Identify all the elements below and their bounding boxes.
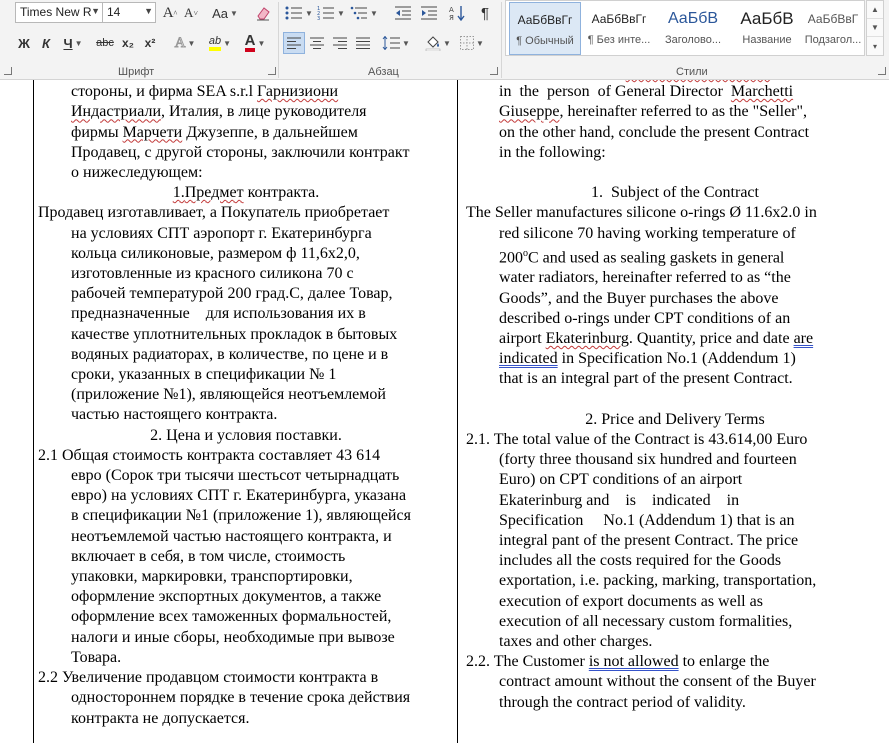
- chevron-down-icon: ▼: [257, 38, 266, 48]
- ru-text: стороны, и фирма SEA s.r.l: [71, 83, 258, 101]
- svg-text:A: A: [449, 6, 454, 14]
- ru-line: евро) на условиях СПТ г. Екатеринбурга, указана: [71, 487, 407, 505]
- superscript-button[interactable]: [141, 32, 159, 54]
- shading-button[interactable]: [422, 32, 454, 54]
- ru-paragraph-parties: [38, 80, 454, 183]
- en-text: Ekaterinburg: [499, 491, 583, 509]
- italic-label: К: [42, 35, 50, 51]
- style-no-spacing[interactable]: [583, 2, 655, 55]
- style-name: ¶ Обычный: [516, 35, 574, 47]
- en-line: includes all the costs required for the Goods: [499, 552, 782, 570]
- divider: [278, 2, 279, 78]
- en-text: 2.2. The Customer: [466, 653, 589, 671]
- clear-formatting-button[interactable]: [252, 2, 274, 24]
- ru-line: неотъемлемой частью настоящего контракта, и: [71, 527, 392, 545]
- decrease-indent-icon: [395, 6, 411, 20]
- ru-line: 2.1 Общая стоимость контракта составляет 43 614: [38, 446, 381, 464]
- en-paragraph-parties: [466, 80, 884, 163]
- chevron-down-icon: ▼: [337, 8, 345, 18]
- en-line: Specification No.1 (Addendum 1) that is an: [499, 511, 795, 529]
- en-grammar-flag: are: [793, 329, 814, 347]
- font-dialog-launcher-icon[interactable]: [268, 67, 276, 75]
- highlight-button[interactable]: [204, 32, 236, 54]
- group-font-label: Шрифт: [118, 66, 155, 78]
- ru-line: упаковки, маркировки, транспортировки,: [71, 568, 353, 586]
- align-center-button[interactable]: [306, 32, 328, 54]
- en-paragraph-increase: [466, 652, 884, 713]
- ru-paragraph-increase: [38, 668, 454, 729]
- subscript-label: x₂: [121, 36, 134, 50]
- en-line: described o-rings under CPT conditions of an: [499, 309, 791, 327]
- line-spacing-icon: [382, 36, 400, 50]
- font-name-combobox[interactable]: [15, 2, 103, 23]
- align-right-button[interactable]: [329, 32, 351, 54]
- caret-down-icon: ˅: [193, 8, 198, 18]
- ru-line: включает в себя, в том числе, стоимость: [71, 547, 346, 565]
- ru-heading-text: контракта.: [243, 184, 320, 202]
- svg-text:3: 3: [317, 16, 321, 20]
- increase-indent-icon: [421, 6, 437, 20]
- align-left-button[interactable]: [283, 32, 305, 54]
- subscript-button[interactable]: [119, 32, 137, 54]
- ru-line: Товара.: [71, 648, 122, 666]
- en-line: 2.1. The total value of the Contract is 43.614,00 Euro: [466, 430, 808, 448]
- degree-superscript: o: [523, 247, 528, 259]
- text-effects-button[interactable]: [170, 32, 200, 54]
- styles-gallery: [505, 0, 865, 56]
- styles-gallery-scroller: [866, 0, 884, 56]
- english-column[interactable]: [466, 80, 884, 713]
- en-grammar-flag: is not allowed: [588, 653, 679, 671]
- ru-paragraph-price: [38, 446, 454, 668]
- style-title[interactable]: [731, 2, 803, 55]
- en-text: airport: [499, 329, 546, 347]
- style-sample: АаБбВвГ: [807, 12, 859, 26]
- style-name: Подзагол...: [804, 34, 862, 46]
- ru-line: одностороннем порядке в течение срока действия: [71, 689, 411, 707]
- ru-line: 2.2 Увеличение продавцом стоимости контракта в: [38, 669, 379, 687]
- increase-indent-button[interactable]: [418, 2, 440, 24]
- en-text: in the person of General Director: [499, 83, 731, 101]
- en-line: execution of all necessary custom formalities,: [499, 612, 793, 630]
- ru-line: контракта не допускается.: [71, 709, 250, 727]
- bold-button[interactable]: [15, 32, 33, 54]
- change-case-label: Aa: [212, 5, 228, 21]
- en-misspelled-word: Ekaterinburg: [545, 329, 629, 347]
- pilcrow-icon: ¶: [480, 4, 490, 22]
- underline-label: Ч: [63, 35, 73, 51]
- ru-line: кольца силиконовые, размером ф 11,6х2,0,: [71, 244, 360, 262]
- italic-button[interactable]: [37, 32, 55, 54]
- ru-misspelled-word: Марчети: [122, 123, 183, 141]
- text-effects-label: A: [174, 34, 186, 51]
- style-sample: АаБбВвГг: [517, 13, 573, 27]
- en-line: water radiators, hereinafter referred to as “the: [499, 269, 791, 287]
- style-sample: АаБбВвГг: [591, 12, 647, 26]
- change-case-button[interactable]: [209, 2, 241, 24]
- ribbon: [0, 0, 889, 80]
- style-subtitle[interactable]: [797, 2, 869, 55]
- russian-column[interactable]: [38, 80, 454, 729]
- chevron-down-icon: ▼: [74, 38, 83, 48]
- svg-text:Я: Я: [449, 14, 454, 21]
- en-line: Euro) on CPT conditions of an airport: [499, 471, 743, 489]
- sort-icon: [449, 5, 465, 21]
- ru-line: частью настоящего контракта.: [71, 406, 278, 424]
- align-right-icon: [333, 37, 347, 49]
- style-heading[interactable]: [657, 2, 729, 55]
- ru-misspelled-word: Гарнизиони: [257, 83, 339, 101]
- en-misspelled-word: Giuseppe: [499, 103, 560, 121]
- style-normal[interactable]: [509, 2, 581, 55]
- table-border-left: [33, 80, 34, 743]
- ru-line: о нижеследующем:: [71, 164, 203, 182]
- ru-line: качестве уплотнительных прокладок в бытовых: [71, 325, 398, 343]
- style-name: ¶ Без инте...: [587, 34, 651, 46]
- grow-font-button[interactable]: [160, 2, 180, 24]
- ru-line: Продавец изготавливает, а Покупатель приобретает: [38, 204, 390, 222]
- en-line: execution of export documents as well as: [499, 592, 763, 610]
- group-styles-label: Стили: [676, 66, 708, 78]
- shrink-font-button[interactable]: [181, 2, 201, 24]
- ru-line: евро (Сорок три тысячи шестьсот четырнадцать: [71, 467, 400, 485]
- justify-button[interactable]: [352, 32, 374, 54]
- superscript-label: x²: [144, 36, 156, 50]
- ru-line: оформление всех таможенных формальностей,: [71, 608, 392, 626]
- en-heading-price: 2. Price and Delivery Terms: [585, 410, 765, 428]
- ru-line: налоги и иные сборы, необходимые при вывозе: [71, 628, 395, 646]
- ru-heading-price: 2. Цена и условия поставки.: [150, 426, 342, 444]
- chevron-down-icon: ▼: [370, 8, 378, 18]
- highlighter-icon: ab: [209, 35, 221, 51]
- bold-label: Ж: [18, 35, 30, 51]
- chevron-down-icon: ▼: [223, 38, 232, 48]
- en-text: , hereinafter referred to as the "Seller",: [559, 103, 808, 121]
- borders-button[interactable]: [456, 32, 488, 54]
- shrink-font-label: A: [184, 5, 194, 20]
- more-styles-icon[interactable]: ▾: [872, 41, 877, 51]
- borders-icon: [460, 36, 474, 50]
- numbering-icon: [317, 6, 335, 20]
- strikethrough-button[interactable]: [93, 32, 117, 54]
- styles-dialog-launcher-icon[interactable]: [878, 67, 886, 75]
- empty-line: [466, 163, 884, 183]
- scroll-down-icon[interactable]: ▼: [867, 19, 883, 37]
- eraser-icon: [255, 5, 271, 21]
- font-name-value: Times New R: [20, 5, 92, 19]
- en-line: red silicone 70 having working temperature of: [499, 224, 796, 242]
- style-name: Заголово...: [664, 34, 722, 46]
- caret-up-icon: ^: [173, 8, 178, 18]
- sort-button[interactable]: [446, 2, 468, 24]
- table-border-middle: [457, 80, 458, 743]
- ru-line: водяных радиаторах, в количестве, по цене и в: [71, 345, 389, 363]
- en-line: that is an integral part of the present Contract.: [499, 370, 793, 388]
- ru-text: фирмы: [71, 123, 123, 141]
- chevron-down-icon: ▼: [305, 8, 313, 18]
- align-center-icon: [310, 37, 324, 49]
- numbering-button[interactable]: [316, 2, 346, 24]
- en-line: exportation, i.e. packing, marking, transportation,: [499, 572, 817, 590]
- ru-text: , Италия, в лице руководителя: [161, 103, 367, 121]
- ru-line: оформление экспортных документов, а также: [71, 588, 382, 606]
- line-spacing-button[interactable]: [380, 32, 412, 54]
- ru-line: сроки, указанных в спецификации № 1: [71, 366, 337, 384]
- ru-heading-subject: [38, 183, 454, 203]
- en-text: to enlarge the: [678, 653, 770, 671]
- en-text: C and used as sealing gaskets in general: [528, 249, 785, 267]
- underline-button[interactable]: [59, 32, 87, 54]
- en-line: (forty three thousand six hundred and fourteen: [499, 451, 797, 469]
- empty-line: [466, 390, 884, 410]
- ru-line: предназначенные для использования их в: [71, 305, 366, 323]
- font-size-value: 14: [107, 5, 121, 19]
- svg-text:1: 1: [317, 6, 321, 12]
- en-paragraph-subject: [466, 203, 884, 389]
- en-text: in Specification No.1 (Addendum 1): [557, 350, 796, 368]
- ru-misspelled-word: Индастриали: [71, 103, 161, 121]
- ru-heading-number: 1.: [172, 184, 185, 202]
- paint-bucket-icon: [425, 35, 441, 51]
- svg-text:2: 2: [317, 11, 321, 17]
- align-left-icon: [287, 37, 301, 49]
- divider: [501, 2, 502, 78]
- justify-icon: [356, 37, 370, 49]
- en-paragraph-price: [466, 430, 884, 652]
- en-line: through the contract period of validity.: [499, 693, 746, 711]
- ru-line: в спецификации №1 (приложение 1), являющейся: [71, 507, 411, 525]
- font-color-button[interactable]: [240, 32, 270, 54]
- en-line: in the following:: [499, 143, 606, 161]
- font-color-icon: A: [245, 34, 256, 52]
- en-line: integral pant of the present Contract. The price: [499, 531, 799, 549]
- ru-line: изготовленные из красного силикона 70 с: [71, 265, 354, 283]
- ru-line: рабочей температурой 200 град.С, далее Товар,: [71, 285, 393, 303]
- chevron-down-icon[interactable]: ▼: [91, 6, 100, 16]
- paragraph-dialog-launcher-icon[interactable]: [490, 67, 498, 75]
- decrease-indent-button[interactable]: [392, 2, 414, 24]
- strikethrough-label: abc: [96, 37, 114, 49]
- style-sample: АаБбВ: [667, 10, 719, 27]
- en-line: on the other hand, conclude the present Contract: [499, 123, 810, 141]
- chevron-down-icon[interactable]: ▼: [144, 6, 153, 16]
- document-area[interactable]: [0, 80, 889, 743]
- en-text: and is indicated in: [582, 491, 740, 509]
- font-size-combobox[interactable]: [102, 2, 156, 23]
- style-name: Название: [742, 34, 792, 46]
- multilevel-list-button[interactable]: [348, 2, 380, 24]
- grow-font-label: A: [162, 4, 174, 21]
- bullets-button[interactable]: [284, 2, 314, 24]
- chevron-down-icon: ▼: [443, 38, 451, 48]
- bullets-icon: [285, 6, 303, 20]
- chevron-down-icon: ▼: [476, 38, 484, 48]
- ru-misspelled-word: Предмет: [184, 184, 244, 202]
- multilevel-list-icon: [350, 6, 368, 20]
- en-line: contract amount without the consent of the Buyer: [499, 673, 816, 691]
- scroll-up-icon[interactable]: ▲: [867, 1, 883, 19]
- show-formatting-marks-button[interactable]: [474, 2, 496, 24]
- en-line: taxes and other charges.: [499, 632, 653, 650]
- ru-text: Джузеппе, в дальнейшем: [182, 123, 358, 141]
- en-grammar-flag: indicated: [499, 350, 558, 368]
- en-misspelled-word: Marchetti: [730, 83, 794, 101]
- clipboard-dialog-launcher-icon[interactable]: [4, 67, 12, 75]
- style-sample: АаБбВ: [740, 9, 794, 28]
- en-line: Goods”, and the Buyer purchases the above: [499, 289, 779, 307]
- ru-line: (приложение №1), являющейся неотъемлемой: [71, 386, 386, 404]
- group-paragraph-label: Абзац: [368, 66, 399, 78]
- ru-paragraph-subject: [38, 203, 454, 425]
- chevron-down-icon: ▼: [187, 38, 196, 48]
- chevron-down-icon: ▼: [229, 8, 238, 18]
- en-text: 200: [499, 249, 523, 267]
- ru-line: на условиях СПТ аэропорт г. Екатеринбурга: [71, 224, 372, 242]
- chevron-down-icon: ▼: [402, 38, 410, 48]
- ru-line: Продавец, с другой стороны, заключили контракт: [71, 143, 410, 161]
- en-heading-subject: 1. Subject of the Contract: [591, 184, 759, 202]
- en-text: . Quantity, price and date: [628, 329, 794, 347]
- en-line: The Seller manufactures silicone o-rings Ø 11.6x2.0 in: [466, 204, 817, 222]
